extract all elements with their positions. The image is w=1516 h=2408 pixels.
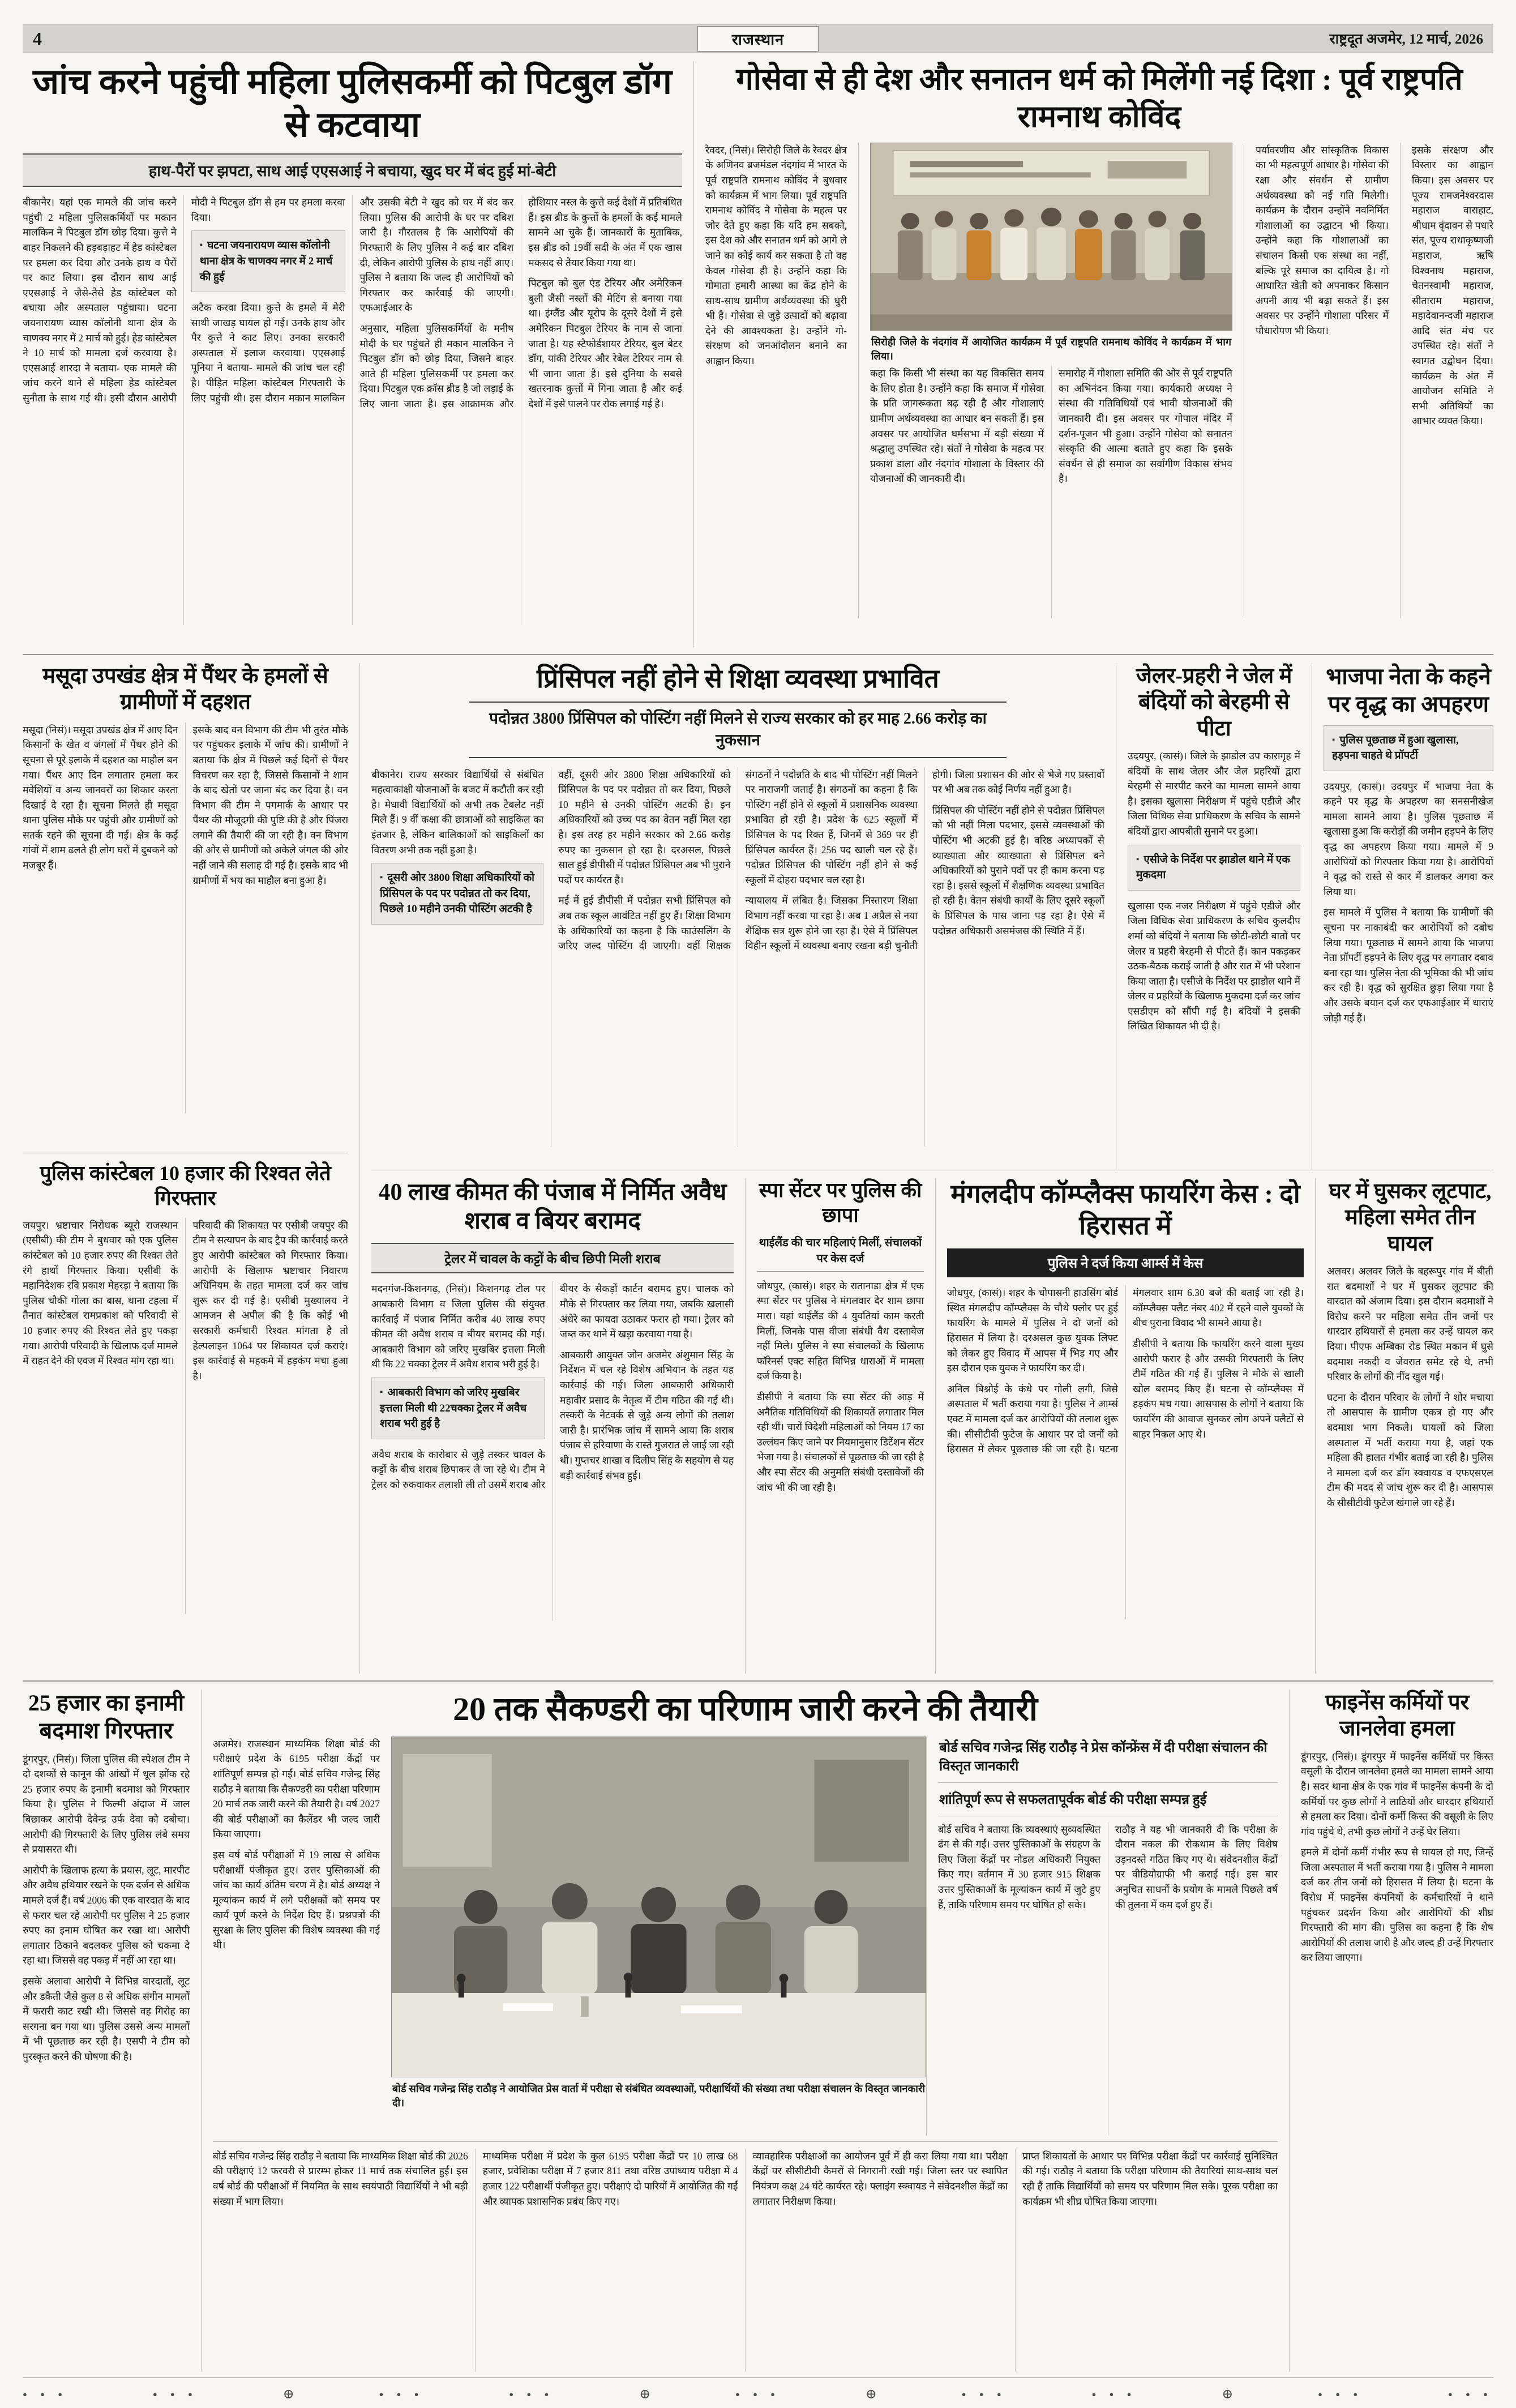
bottom-row bbox=[23, 1690, 1493, 2372]
article-headline: प्रिंसिपल नहीं होने से शिक्षा व्यवस्था प्रभावित bbox=[537, 664, 939, 693]
article-paragraph: डीसीपी ने बताया कि स्पा सेंटर की आड़ में अनैतिक गतिविधियों की शिकायतें लगातार मिल रही थीं। चारों विदेशी महिलाओं को नियम 17 का उल्लंघन किए जाने पर नियमानुसार डिटेंशन सेंटर भेजा गया है। संचालकों से पूछताछ की जा रही है और स्पा सेंटर की अनुमति संबंधी दस्तावेजों की जांच भी की जा रही है। bbox=[757, 1391, 924, 1493]
article-paragraph: खुलासा एक नजर निरीक्षण में पहुंचे एडीजे और जिला विधिक सेवा प्राधिकरण के सचिव कुलदीप शर्मा को बंदियों ने बताया कि छोटी-छोटी बातों पर जेलर व प्रहरी बेरहमी से पीटते हैं। कान पकड़कर उठक-बैठक कराई जाती है और रात में भी परेशान किया जाता है। एसीजे के निर्देश पर झाडोल थाने में जेलर व प्रहरियों के खिलाफ मुकदमा दर्ज कर जांच एसडीएम को सौंपी गई है। बंदियों ने इसकी लिखित शिकायत भी दी है। bbox=[1128, 900, 1300, 1032]
article-body bbox=[23, 195, 682, 625]
square-bullet-icon: ▪ bbox=[199, 241, 203, 250]
middle-section bbox=[23, 663, 1493, 1682]
article-subcolumns bbox=[938, 1822, 1278, 2136]
article-kovind bbox=[693, 61, 1493, 647]
registration-dots: ● ● ● bbox=[23, 2389, 68, 2398]
article-paragraph: आबकारी आयुक्त जोन अजमेर अंशुमान सिंह के निर्देशन में चल रहे विशेष अभियान के तहत यह कार्रवाई की गई। जिला आबकारी अधिकारी महावीर प्रसाद के नेतृत्व में टीम गठित की गई थी। तस्करी के नेटवर्क से जुड़े अन्य लोगों की तलाश जारी है। प्रारंभिक जांच में सामने आया कि शराब पंजाब से हरियाणा के रास्ते गुजरात ले जाई जा रही थी। गुप्तचर शाखा व दिलीप सिंह के सहयोग से यह बड़ी कार्रवाई संभव हुई। bbox=[560, 1349, 734, 1481]
article-headline: 25 हजार का इनामी बदमाश गिरफ्तार bbox=[28, 1690, 185, 1743]
board-top bbox=[213, 1737, 1278, 2136]
registration-mark-icon: ⊕ bbox=[1222, 2387, 1234, 2402]
bullet-text: पुलिस पूछताछ में हुआ खुलासा, हड़पना चाहते थे प्रॉपर्टी bbox=[1332, 734, 1459, 762]
photo-column bbox=[858, 143, 1244, 618]
registration-dots: ● ● ● bbox=[509, 2389, 555, 2398]
article-board-result bbox=[201, 1690, 1289, 2372]
board-bottom-columns bbox=[213, 2141, 1278, 2372]
middle-right bbox=[360, 663, 1493, 1674]
article-paragraph: हमले में दोनों कर्मी गंभीर रूप से घायल हो गए, जिन्हें जिला अस्पताल में भर्ती कराया गया है। पुलिस ने मामला दर्ज कर तीन जनों को हिरासत में लिया है। घटना के विरोध में फाइनेंस कंपनियों के कर्मचारियों ने थाने पहुंचकर प्रदर्शन किया और आरोपियों की शीघ्र गिरफ्तारी की मांग की। पुलिस का कहना है कि शेष आरोपियों की तलाश जारी है और जल्द ही उन्हें गिरफ्तार कर लिया जाएगा। bbox=[1301, 1846, 1493, 1964]
article-body bbox=[23, 1218, 348, 1614]
article-paragraph: मदनगंज-किशनगढ़, (निसं)। किशनगढ़ टोल पर आबकारी विभाग व जिला पुलिस की संयुक्त कार्रवाई में पंजाब निर्मित करीब 40 लाख रुपए कीमत की अवैध शराब व बीयर बरामद की गई। आबकारी विभाग को जरिए मुखबिर इत्तला मिली थी कि 22 चक्का ट्रेलर में अवैध शराब भरी हुई है। bbox=[371, 1283, 545, 1370]
article-paragraph: घटना के दौरान परिवार के लोगों ने शोर मचाया तो आसपास के ग्रामीण एकत्र हो गए और बदमाश भाग निकले। घायलों को जिला अस्पताल में भर्ती कराया गया है, जहां एक महिला की हालत गंभीर बताई जा रही है। पुलिस ने मामला दर्ज कर डॉग स्क्वायड व एफएसएल टीम की मदद से जांच शुरू कर दी है। आसपास के सीसीटीवी फुटेज खंगाले जा रहे हैं। bbox=[1327, 1391, 1493, 1508]
article-body bbox=[371, 1281, 734, 1621]
article-paragraph: मई में हुई डीपीसी में पदोन्नत सभी प्रिंसिपल को अब तक स्कूल आवंटित नहीं हुए हैं। शिक्षा विभाग के अधिकारियों का कहना है कि काउंसलिंग के जरिए जल्द पोस्टिंग दी जाएगी। वहीं शिक्षक संगठनों ने पदोन्नति के बाद भी पोस्टिंग नहीं मिलने पर नाराजगी जताई है। संगठनों का कहना है कि पोस्टिंग नहीं होने से स्कूलों में प्रशासनिक व्यवस्था प्रभावित हो रही है। प्रदेश के 625 स्कूलों में प्रिंसिपल के पद रिक्त हैं, जिनमें से 369 पर ही प्रिंसिपल कार्यरत हैं। 256 पद खाली चल रहे हैं। पदोन्नत प्रिंसिपल की पोस्टिंग नहीं होने से कई स्कूलों में दोहरा पदभार चल रहा है। bbox=[558, 768, 918, 952]
article-paragraph: डूंगरपुर, (निसं)। डूंगरपुर में फाइनेंस कर्मियों पर किस्त वसूली के दौरान जानलेवा हमले का मामला सामने आया है। सदर थाना क्षेत्र के एक गांव में फाइनेंस कंपनी के दो कर्मियों पर कुछ लोगों ने लाठियों और धारदार हथियारों से हमला कर दिया। दोनों कर्मी किस्त की वसूली के लिए गांव पहुंचे थे, तभी कुछ लोगों ने उन्हें घेर लिया। bbox=[1301, 1750, 1493, 1837]
article-headline: मसूदा उपखंड क्षेत्र में पैंथर के हमलों से ग्रामीणों में दहशत bbox=[42, 664, 328, 715]
article-headline: गोसेवा से ही देश और सनातन धर्म को मिलेंगी नई दिशा : पूर्व राष्ट्रपति रामनाथ कोविंद bbox=[736, 62, 1463, 134]
inset-box bbox=[191, 230, 345, 292]
article-subhead: पदोन्नत 3800 प्रिंसिपल को पोस्टिंग नहीं मिलने से राज्य सरकार को हर माह 2.66 करोड़ का नुकसान bbox=[469, 702, 1006, 758]
article-body bbox=[947, 1285, 1304, 1619]
article-subhead: थाईलैंड की चार महिलाएं मिलीं, संचालकों पर केस दर्ज bbox=[757, 1235, 924, 1272]
photo-caption: बोर्ड सचिव गजेन्द्र सिंह राठौड़ ने आयोजित प्रेस वार्ता में परीक्षा से संबंधित व्यवस्थाओं, परीक्षार्थियों की संख्या तथा परीक्षा संचालन के विस्तृत जानकारी दी। bbox=[392, 2082, 925, 2108]
registration-mark-icon: ⊕ bbox=[865, 2387, 877, 2402]
article-paragraph: रेवदर, (निसं)। सिरोही जिले के रेवदर क्षेत्र के अणिनव ब्रजमंडल नंदगांव में भारत के पूर्व राष्ट्रपति रामनाथ कोविंद ने बुधवार को कार्यक्रम में भाग लिया। पूर्व राष्ट्रपति रामनाथ कोविंद ने गोसेवा के महत्व पर जोर देते हुए कहा कि यदि हम सबको, इस देश को और सनातन धर्म को आगे ले जाने का कोई कार्य कर सकता है तो वह केवल गोसेवा ही है। उन्होंने कहा कि गोमाता हमारी आस्था का केंद्र होने के साथ-साथ ग्रामीण अर्थव्यवस्था की धुरी भी है। गोसेवा से जुड़े उत्पादों को बढ़ावा देने की आवश्यकता है। उन्होंने गो-संरक्षण को जनआंदोलन बनाने का आह्वान किया। bbox=[705, 144, 847, 367]
article-paragraph: पिटबुल को बुल एंड टेरियर और अमेरिकन बुली जैसी नस्लों की मेटिंग से बनाया गया था। इंग्लैंड और यूरोप के दूसरे देशों में इसे अमेरिकन पिटबुल टेरियर के नाम से जाना जाता है। यह स्टैफोर्डशायर टेरियर, बुल बेटर डॉग, यांकी टेरियर और रेबेल टेरियर नाम से भी जाना जाता है। इसे दुनिया के सबसे खतरनाक कुत्तों में गिना जाता है और कई देशों में इसे पालने पर रोक लगाई गई है। bbox=[528, 277, 682, 409]
event-photo bbox=[870, 143, 1232, 331]
article-paragraph: समारोह में गोशाला समिति की ओर से पूर्व राष्ट्रपति का अभिनंदन किया गया। कार्यकारी अध्यक्ष ने संस्था की गतिविधियों एवं भावी योजनाओं की जानकारी दी। इस अवसर पर गोपाल मंदिर में दर्शन-पूजन भी हुआ। उन्होंने गोसेवा को सनातन संस्कृति की आत्मा बताते हुए कहा कि इसके संवर्धन से ही समाज का सर्वांगीण विकास संभव है। bbox=[1059, 367, 1232, 485]
article-paragraph: न्यायालय में लंबित है। जिसका निस्तारण शिक्षा विभाग नहीं करवा पा रहा है। अब 1 अप्रैल से नया शैक्षिक सत्र शुरू होने जा रहा है। ऐसे में प्रिंसिपल विहीन स्कूलों में व्यवस्था बनाए रखना बड़ी चुनौती होगी। जिला प्रशासन की ओर से भेजे गए प्रस्तावों पर भी अब तक कोई निर्णय नहीं हुआ है। bbox=[745, 768, 1104, 952]
article-paragraph: अलवर। अलवर जिले के बहरूपुर गांव में बीती रात बदमाशों ने घर में घुसकर लूटपाट की वारदात को अंजाम दिया। इस दौरान बदमाशों ने विरोध करने पर महिला समेत तीन जनों पर धारदार हथियारों से हमला कर उन्हें घायल कर दिया। पीएफ अम्बिका रोड स्थित मकान में घुसे बदमाश नकदी व जेवरात समेट रहे थे, तभी परिवार के लोगों की नींद खुल गई। bbox=[1327, 1265, 1493, 1383]
article-headline: मंगलदीप कॉम्प्लैक्स फायरिंग केस : दो हिरासत में bbox=[950, 1179, 1300, 1241]
article-body bbox=[705, 143, 1493, 618]
article-paragraph: इसके संरक्षण और विस्तार का आह्वान किया। इस अवसर पर पूज्य रामजनेश्वरदास महाराज वाराहाट, श्रीधाम वृंदावन से पधारे संत, पूज्य राधाकृष्णजी महाराज, ऋषि विश्वनाथ महाराज, चेतनस्वामी महाराज, सीताराम महाराज, महादेवानन्दजी महाराज आदि संत मंच पर उपस्थित रहे। संतों ने स्वागत उद्बोधन दिया। कार्यक्रम के अंत में आयोजन समिति ने सभी अतिथियों का आभार व्यक्त किया। bbox=[1412, 144, 1493, 427]
board-right bbox=[926, 1737, 1278, 2136]
article-subhead: पुलिस ने दर्ज किया आर्म्स में केस bbox=[947, 1248, 1304, 1277]
inset-text: घटना जयनारायण व्यास कॉलोनी थाना क्षेत्र के चाणक्य नगर में 2 मार्च की हुई bbox=[199, 239, 333, 283]
article-paragraph: अवैध शराब के कारोबार से जुड़े तस्कर चावल के कट्टों के बीच शराब छिपाकर ले जा रहे थे। टीम ने ट्रेलर को रुकवाकर तलाशी ली तो उसमें शराब और बीयर के सैकड़ों कार्टन बरामद हुए। चालक को मौके से गिरफ्तार कर लिया गया, जबकि खलासी अंधेरे का फायदा उठाकर फरार हो गया। ट्रेलर को जब्त कर थाने में खड़ा करवाया गया है। bbox=[371, 1283, 734, 1490]
article-paragraph: बोर्ड सचिव गजेन्द्र सिंह राठौड़ ने बताया कि माध्यमिक शिक्षा बोर्ड की 2026 की परीक्षाएं 12 फरवरी से प्रारम्भ होकर 11 मार्च तक संचालित हुईं। इस वर्ष बोर्ड की परीक्षाओं में नियमित के साथ स्वयंपाठी विद्यार्थियों ने भी बड़ी संख्या में भाग लिया। bbox=[213, 2150, 468, 2207]
highlight-block: बोर्ड सचिव गजेन्द्र सिंह राठौड़ ने प्रेस कॉन्फ्रेंस में दी परीक्षा संचालन की विस्तृत जानकारी bbox=[938, 1737, 1278, 1783]
article-finance bbox=[1289, 1690, 1493, 2372]
article-paragraph: बीकानेर। राज्य सरकार विद्यार्थियों से संबंधित महत्वाकांक्षी योजनाओं के बजट में कटौती कर रही है। मेधावी विद्यार्थियों को अभी तक टैबलेट नहीं मिले हैं। 9 वीं कक्षा की छात्राओं को साइकिल का इंतजार है, लेकिन बालिकाओं को साइकिलों का वितरण अभी तक नहीं हुआ है। bbox=[371, 768, 544, 856]
registration-dots: ● ● ● bbox=[735, 2389, 781, 2398]
article-paragraph: जोधपुर, (कासं)। शहर के चौपासनी हाउसिंग बोर्ड स्थित मंगलदीप कॉम्प्लैक्स के चौथे फ्लोर पर हुई फायरिंग के मामले में पुलिस ने दो जनों को हिरासत में लिया है। दरअसल कुछ युवक लिफ्ट को लेकर हुए विवाद में आपस में भिड़ गए और इस दौरान एक युवक ने फायरिंग कर दी। bbox=[947, 1287, 1118, 1374]
article-paragraph: परिवादी की शिकायत पर एसीबी जयपुर की टीम ने सत्यापन के बाद ट्रैप की कार्रवाई करते हुए आरोपी कांस्टेबल को गिरफ्तार किया। आरोपी के खिलाफ भ्रष्टाचार निवारण अधिनियम के तहत मामला दर्ज कर जांच शुरू कर दी गई है। एसीबी मुख्यालय ने आमजन से अपील की है कि कोई भी सरकारी कर्मचारी रिश्वत मांगता है तो हेल्पलाइन 1064 पर शिकायत दर्ज कराएं। इस कार्रवाई से महकमे में हड़कंप मचा हुआ है। bbox=[192, 1219, 348, 1382]
square-bullet-icon: ▪ bbox=[380, 873, 383, 883]
article-headline: स्पा सेंटर पर पुलिस की छापा bbox=[759, 1179, 922, 1226]
square-bullet-icon: ▪ bbox=[380, 1388, 383, 1397]
article-mangaldeep bbox=[935, 1178, 1315, 1674]
registration-dots: ● ● ● bbox=[961, 2389, 1007, 2398]
article-headline: भाजपा नेता के कहने पर वृद्ध का अपहरण bbox=[1326, 664, 1491, 717]
article-headline: जेलर-प्रहरी ने जेल में बंदियों को बेरहमी से पीटा bbox=[1136, 664, 1292, 741]
article-paragraph: प्रिंसिपल की पोस्टिंग नहीं होने से पदोन्नत प्रिंसिपल को भी नहीं मिला पदभार, इससे व्यवस्थाओं की पोस्टिंग भी अटकी हुई है। वरिष्ठ अध्यापकों से व्याख्याता और व्याख्याता से प्रिंसिपल बने अधिकारियों को पुराने पदों पर ही काम करना पड़ रहा है। इससे स्कूलों में शैक्षणिक व्यवस्था प्रभावित हो रही है। वेतन संबंधी कार्यों के लिए दूसरे स्कूलों के प्रिंसिपल के पास जाना पड़ रहा है। ऐसे में पदोन्नत अधिकारी असमंजस की स्थिति में हैं। bbox=[932, 804, 1104, 936]
registration-mark-icon: ⊕ bbox=[282, 2387, 294, 2402]
article-paragraph: अटैक करवा दिया। कुत्ते के हमले में मेरी साथी जाखड़ घायल हो गई। उनके हाथ और पैर कुत्ते ने काट लिए। उनका सरकारी अस्पताल में इलाज करवाया। एएसआई पूनिया ने बताया- मामले की जांच चल रही है। पीड़ित महिला कांस्टेबल गिरफ्तारी के लिए पहुंची थी। इस दौरान मकान मालकिन और उसकी बेटी ने खुद को घर में बंद कर लिया। पुलिस की आरोपी के घर पर दबिश जारी है। गौरतलब है कि आरोपियों की गिरफ्तारी के लिए पुलिस ने कई बार दबिश दी, लेकिन आरोपी पुलिस के हाथ नहीं आए। पुलिस ने बताया कि जल्द ही आरोपियों को गिरफ्तार कर कार्रवाई की जाएगी। एफआईआर के bbox=[191, 196, 514, 404]
article-paragraph: मसूदा (निसं)। मसूदा उपखंड क्षेत्र में आए दिन किसानों के खेत व जंगलों में पैंथर होने की सूचना से पूरे इलाके में दहशत का माहौल बन गया। पैंथर आए दिन लगातार हमला कर मवेशियों व अन्य जानवरों का शिकार करता दिखाई दे रहा है। सूचना मिलते ही मसूदा थाना पुलिस मौके पर पहुंची और ग्रामीणों को सतर्क रहने की सूचना दी गई। क्षेत्र के कई गांवों में शाम ढलते ही लोग घरों में दुबकने को मजबूर हैं। bbox=[23, 724, 178, 871]
photo-column bbox=[391, 1737, 926, 2136]
page-header bbox=[23, 24, 1493, 53]
article-headline: फाइनेंस कर्मियों पर जानलेवा हमला bbox=[1325, 1691, 1470, 1741]
article-bjp bbox=[1312, 663, 1493, 1170]
registration-dots: ● ● ● bbox=[1448, 2389, 1493, 2398]
article-paragraph: राठौड़ ने यह भी जानकारी दी कि परीक्षा के दौरान नकल की रोकथाम के लिए विशेष उड़नदस्ते गठित किए गए थे। संवेदनशील केंद्रों पर वीडियोग्राफी भी कराई गई। इस बार अनुचित साधनों के प्रयोग के मामले पिछले वर्ष की तुलना में कम दर्ज हुए हैं। bbox=[1115, 1823, 1278, 1910]
bullet-box bbox=[1324, 725, 1493, 771]
article-column bbox=[705, 143, 858, 618]
inset-text: आबकारी विभाग को जरिए मुखबिर इत्तला मिली थी 22चक्का ट्रेलर में अवैध शराब भरी हुई है bbox=[380, 1387, 527, 1430]
article-subhead: हाथ-पैरों पर झपटा, साथ आई एएसआई ने बचाया, खुद घर में बंद हुई मां-बेटी bbox=[23, 153, 682, 187]
article-paragraph: अजमेर। राजस्थान माध्यमिक शिक्षा बोर्ड की परीक्षाएं प्रदेश के 6195 परीक्षा केंद्रों पर शांतिपूर्ण सम्पन्न हो गईं। बोर्ड सचिव गजेन्द्र सिंह राठौड़ ने बताया कि सैकण्डरी का परीक्षा परिणाम 20 मार्च तक जारी करने की तैयारी है। वर्ष 2027 की बोर्ड परीक्षाओं का कैलेंडर भी जल्द जारी किया जाएगा। bbox=[213, 1738, 380, 1840]
article-headline: 40 लाख कीमत की पंजाब में निर्मित अवैध शराब व बियर बरामद bbox=[378, 1179, 727, 1235]
article-jailer bbox=[1116, 663, 1312, 1170]
page-number: 4 bbox=[33, 28, 42, 49]
article-paragraph: पर्यावरणीय और सांस्कृतिक विकास का भी महत्वपूर्ण आधार है। गोसेवा की रक्षा और संवर्धन से ग्रामीण अर्थव्यवस्था को नई गति मिलेगी। कार्यक्रम के दौरान उन्होंने नवनिर्मित गोशालाओं का उद्घाटन भी किया। उन्होंने कहा कि गोशालाओं का संचालन किसी एक संस्था का नहीं, बल्कि पूरे समाज का दायित्व है। गो आधारित खेती को अपनाकर किसान अपनी आय भी बढ़ा सकते हैं। इस अवसर पर उन्होंने गोशाला परिसर में पौधारोपण भी किया। bbox=[1256, 144, 1389, 336]
square-bullet-icon: ▪ bbox=[1332, 735, 1335, 745]
article-pitbull bbox=[23, 61, 693, 647]
registration-dots: ● ● ● bbox=[379, 2389, 425, 2398]
article-headline: जांच करने पहुंची महिला पुलिसकर्मी को पिटबुल डॉग से कटवाया bbox=[33, 63, 672, 144]
article-paragraph: माध्यमिक परीक्षा में प्रदेश के कुल 6195 परीक्षा केंद्रों पर 10 लाख 68 हजार, प्रवेशिका परीक्षा में 7 हजार 811 तथा वरिष्ठ उपाध्याय परीक्षा में 4 हजार 122 परीक्षार्थी पंजीकृत हुए। परीक्षाएं दो पारियों में आयोजित की गईं और व्यापक प्रशासनिक प्रबंध किए गए। bbox=[482, 2150, 738, 2207]
article-body bbox=[23, 722, 348, 1113]
article-body bbox=[371, 767, 1104, 1147]
article-subcolumns bbox=[870, 366, 1232, 618]
article-paragraph: कहा कि किसी भी संस्था का यह विकसित समय के लिए होता है। उन्होंने कहा कि समाज में गोसेवा के प्रति जागरूकता बढ़ रही है और गोशालाएं ग्रामीण अर्थव्यवस्था का आधार बन सकती हैं। इस अवसर पर आयोजित धर्मसभा में बड़ी संख्या में श्रद्धालु उपस्थित रहे। संतों ने गोसेवा के महत्व पर प्रकाश डाला और नंदगांव गोशाला के विस्तार की योजनाओं की जानकारी दी। bbox=[870, 367, 1044, 485]
article-paragraph: वहीं, दूसरी ओर 3800 शिक्षा अधिकारियों को प्रिंसिपल के पद पर पदोन्नत तो कर दिया, पिछले 10 महीने से उनकी पोस्टिंग अटकी है। इन अधिकारियों को उच्च पद का वेतन नहीं मिल रहा है। इस तरह हर महीने सरकार को 2.66 करोड़ रुपए का नुकसान हो रहा है। दरअसल, पिछले साल हुई डीपीसी में पदोन्नत प्रिंसिपल अब भी पुराने पदों पर कार्यरत हैं। bbox=[558, 768, 731, 886]
article-paragraph: उदयपुर, (कासं)। जिले के झाडोल उप कारागृह में बंदियों के साथ जेलर और जेल प्रहरियों द्वारा बेरहमी से मारपीट करने का मामला सामने आया है। इसका खुलासा निरीक्षण में पहुंचे एडीजे और जिला विधिक सेवा प्राधिकरण के सचिव के सामने बंदियों द्वारा आपबीती सुनाने पर हुआ। bbox=[1128, 750, 1300, 837]
masthead-dateline: राष्ट्रदूत अजमेर, 12 मार्च, 2026 bbox=[1329, 32, 1483, 47]
article-paragraph: बीकानेर। यहां एक मामले की जांच करने पहुंची 2 महिला पुलिसकर्मियों पर मकान मालकिन ने पिटबुल डॉग छोड़ दिया। कुत्ते ने बाहर निकलने की हड़बड़ाहट में हेड कांस्टेबल पर हमला कर दिया और उनके हाथ व पैरों पर काट लिया। इस दौरान साथ आई एएसआई ने जैसे-तैसे हेड कांस्टेबल को बचाया और अस्पताल पहुंचाया। घटना जयनारायण व्यास कॉलोनी थाना क्षेत्र के चाणक्य नगर में 2 मार्च को हुई। हेड कांस्टेबल ने 10 मार्च को मामला दर्ज करवाया है। एएसआई शारदा ने बताया- एक मामले की जांच करने थाने से महिला हेड कांस्टेबल सुनीता के साथ गई थी। इसी दौरान आरोपी मोदी ने पिटबुल डॉग से हम पर हमला करवा दिया। bbox=[23, 196, 345, 404]
article-paragraph: आरोपी के खिलाफ हत्या के प्रयास, लूट, मारपीट और अवैध हथियार रखने के एक दर्जन से अधिक मामले दर्ज हैं। वर्ष 2006 की एक वारदात के बाद से फरार चल रहे आरोपी पर पुलिस ने 25 हजार रुपए का इनाम घोषित कर रखा था। आरोपी लगातार ठिकाने बदलकर पुलिस को चकमा दे रहा था। जिससे वह पकड़ में नहीं आ रहा था। bbox=[23, 1864, 190, 1966]
highlight-block: शांतिपूर्ण रूप से सफलतापूर्वक बोर्ड की परीक्षा सम्पन्न हुई bbox=[938, 1789, 1278, 1816]
registration-dots: ● ● ● bbox=[1091, 2389, 1137, 2398]
article-paragraph: डूंगरपुर, (निसं)। जिला पुलिस की स्पेशल टीम ने दो दशकों से कानून की आंखों में धूल झोंक रहे 25 हजार रुपए के इनामी बदमाश को गिरफ्तार किया है। पुलिस ने फिल्मी अंदाज में जाल बिछाकर आरोपी देवेन्द्र उर्फ देवा को दबोचा। आरोपी की गिरफ्तारी के लिए पुलिस लंबे समय से प्रयासरत थी। bbox=[23, 1753, 190, 1855]
article-headline: घर में घुसकर लूटपाट, महिला समेत तीन घायल bbox=[1329, 1179, 1492, 1256]
article-badmash bbox=[23, 1690, 201, 2372]
article-subhead: ट्रेलर में चावल के कट्टों के बीच छिपी मिली शराब bbox=[371, 1243, 734, 1273]
article-paragraph: जयपुर। भ्रष्टाचार निरोधक ब्यूरो राजस्थान (एसीबी) की टीम ने बुधवार को एक पुलिस कांस्टेबल को 10 हजार रुपए की रिश्वत लेते रंगे हाथों गिरफ्तार किया। एसीबी के महानिदेशक रवि प्रकाश मेहरड़ा ने बताया कि पुलिस चौकी गोला का बास, थाना टहला में तैनात कांस्टेबल रामप्रकाश को परिवादी से 10 हजार रुपए की रिश्वत लेते हुए पकड़ा गया। आरोपी परिवादी के खिलाफ दर्ज मामले में राहत देने की एवज में रिश्वत मांग रहा था। bbox=[23, 1219, 178, 1367]
article-paragraph: अनुसार, महिला पुलिसकर्मियों के मनीष मोदी के घर पहुंचते ही मकान मालकिन ने पिटबुल डॉग को छोड़ दिया, जिसने बाहर आते ही महिला पुलिसकर्मी पर हमला कर दिया। पिटबुल एक क्रॉस ब्रीड है जो लड़ाई के लिए जाना जाता है। इस आक्रामक और होशियार नस्ल के कुत्ते कई देशों में प्रतिबंधित हैं। इस ब्रीड के कुत्तों के हमलों के कई मामले सामने आ चुके हैं। जानकारों के मुताबिक, इस ब्रीड को 19वीं सदी के अंत में एक खास मकसद से तैयार किया गया था। bbox=[359, 196, 682, 409]
print-registration-strip bbox=[23, 2377, 1493, 2402]
inset-box bbox=[371, 863, 543, 925]
top-row bbox=[23, 61, 1493, 655]
photo-caption: सिरोही जिले के नंदगांव में आयोजित कार्यक्रम में पूर्व राष्ट्रपति रामनाथ कोविंद ने कार्यक्रम में भाग लिया। bbox=[871, 336, 1231, 362]
article-bribe bbox=[23, 1161, 348, 1674]
left-column bbox=[23, 663, 360, 1674]
inset-text: एसीजे के निर्देश पर झाडोल थाने में एक मुकदमा bbox=[1136, 853, 1290, 882]
article-paragraph: इस मामले में पुलिस ने बताया कि ग्रामीणों की सूचना पर नाकाबंदी कर आरोपियों को दबोच लिया गया। पूछताछ में सामने आया कि भाजपा नेता प्रॉपर्टी हड़पने के लिए वृद्ध पर लगातार दबाव बना रहा था। पुलिस नेता की भूमिका की भी जांच कर रही है। वृद्ध को सुरक्षित छुड़ा लिया गया है और उसके बयान दर्ज कर एफआईआर में धाराएं जोड़ी गई हैं। bbox=[1324, 906, 1493, 1024]
article-headline: पुलिस कांस्टेबल 10 हजार की रिश्वत लेते गिरफ्तार bbox=[40, 1162, 331, 1209]
article-paragraph: बोर्ड सचिव ने बताया कि व्यवस्थाएं सुव्यवस्थित ढंग से की गईं। उत्तर पुस्तिकाओं के संग्रहण के लिए जिला केंद्रों पर नोडल अधिकारी नियुक्त किए गए। वर्तमान में 30 हजार 915 शिक्षक उत्तर पुस्तिकाओं के मूल्यांकन कार्य में जुटे हुए हैं, ताकि परिणाम समय पर घोषित हो सके। bbox=[938, 1823, 1100, 1910]
middle-row-a bbox=[371, 663, 1493, 1170]
article-panther bbox=[23, 663, 348, 1153]
article-loot bbox=[1315, 1178, 1493, 1674]
article-paragraph: इसके बाद वन विभाग की टीम भी तुरंत मौके पर पहुंचकर इलाके में जांच की। ग्रामीणों ने बताया कि क्षेत्र में पिछले कई दिनों से पैंथर विचरण कर रहा है, जिससे किसानों ने शाम के बाद खेतों पर जाना बंद कर दिया है। वन विभाग की टीम ने पगमार्क के आधार पर पैंथर की मौजूदगी की पुष्टि की है और पिंजरा लगाने की तैयारी की जा रही है। वन विभाग की ओर से ग्रामीणों को अकेले जंगल की ओर नहीं जाने की सलाह दी गई है। इसके बाद भी ग्रामीणों में भय का माहौल बना हुआ है। bbox=[192, 724, 348, 886]
article-paragraph: प्राप्त शिकायतों के आधार पर विभिन्न परीक्षा केंद्रों पर कार्रवाई सुनिश्चित की गई। राठौड़ ने बताया कि परीक्षा परिणाम की तैयारियां साथ-साथ चल रही हैं ताकि विद्यार्थियों को समय पर परिणाम मिल सके। पूरक परीक्षा का कार्यक्रम भी शीघ्र घोषित किया जाएगा। bbox=[1022, 2150, 1278, 2207]
inset-box bbox=[1128, 845, 1300, 891]
registration-mark-icon: ⊕ bbox=[639, 2387, 651, 2402]
inset-text: दूसरी ओर 3800 शिक्षा अधिकारियों को प्रिंसिपल के पद पर पदोन्नत तो कर दिया, पिछले 10 महीने उनकी पोस्टिंग अटकी है bbox=[380, 872, 535, 916]
square-bullet-icon: ▪ bbox=[1136, 854, 1140, 864]
inset-box bbox=[371, 1378, 545, 1439]
article-paragraph: अनिल बिश्नोई के कंधे पर गोली लगी, जिसे अस्पताल में भर्ती कराया गया है। पुलिस ने आर्म्स एक्ट में मामला दर्ज कर आरोपियों की तलाश शुरू की। सीसीटीवी फुटेज के आधार पर दो जनों को हिरासत में लेकर पूछताछ की जा रही है। घटना मंगलवार शाम 6.30 बजे की बताई जा रही है। कॉम्प्लैक्स फ्लैट नंबर 402 में रहने वाले युवकों के बीच पुराना विवाद भी सामने आया है। bbox=[947, 1287, 1304, 1455]
article-column bbox=[1400, 143, 1493, 618]
article-spa bbox=[745, 1178, 935, 1674]
article-column bbox=[1244, 143, 1400, 618]
article-paragraph: व्यावहारिक परीक्षाओं का आयोजन पूर्व में ही करा लिया गया था। परीक्षा केंद्रों पर सीसीटीवी कैमरों से निगरानी रखी गई। जिला स्तर पर स्थापित नियंत्रण कक्ष 24 घंटे कार्यरत रहे। फ्लाइंग स्क्वायड ने संवेदनशील केंद्रों का लगातार निरीक्षण किया। bbox=[752, 2150, 1008, 2207]
article-paragraph: उदयपुर, (कासं)। उदयपुर में भाजपा नेता के कहने पर वृद्ध के अपहरण का सनसनीखेज मामला सामने आया है। पुलिस पूछताछ में खुलासा हुआ कि करोड़ों की जमीन हड़पने के लिए वृद्ध का अपहरण किया गया। मामले में 9 आरोपियों को गिरफ्तार किया गया है। आरोपियों ने वृद्ध को रास्ते से कार में डालकर अगवा कर लिया था। bbox=[1324, 780, 1493, 897]
article-liquor bbox=[371, 1178, 745, 1674]
article-paragraph: इसके अलावा आरोपी ने विभिन्न वारदातों, लूट और डकैती जैसे कुल 8 से अधिक संगीन मामलों में फरारी काट रखी थी। जिससे वह गिरोह का सरगना बन गया था। पुलिस उससे अन्य मामलों में भी पूछताछ कर रही है। एसपी ने टीम को पुरस्कृत करने की घोषणा की है। bbox=[23, 1975, 190, 2062]
middle-row-b bbox=[371, 1178, 1493, 1674]
registration-dots: ● ● ● bbox=[152, 2389, 198, 2398]
registration-dots: ● ● ● bbox=[1318, 2389, 1364, 2398]
article-paragraph: इस वर्ष बोर्ड परीक्षाओं में 19 लाख से अधिक परीक्षार्थी पंजीकृत हुए। उत्तर पुस्तिकाओं की जांच का कार्य अंतिम चरण में है। बोर्ड अध्यक्ष ने मूल्यांकन कार्य में लगे परीक्षकों को समय पर कार्य पूर्ण करने के निर्देश दिए हैं। प्रश्नपत्रों की सुरक्षा के लिए पुलिस की विशेष व्यवस्था की गई थी। bbox=[213, 1849, 380, 1951]
article-headline: 20 तक सैकण्डरी का परिणाम जारी करने की तैयारी bbox=[453, 1691, 1038, 1727]
article-paragraph: डीसीपी ने बताया कि फायरिंग करने वाला मुख्य आरोपी फरार है और उसकी गिरफ्तारी के लिए टीमें गठित की गई हैं। पुलिस ने मौके से खाली खोल बरामद किए हैं। घटना से कॉम्प्लैक्स में हड़कंप मच गया। आसपास के लोगों ने बताया कि फायरिंग की आवाज सुनकर लोग अपने फ्लैटों से बाहर निकल आए थे। bbox=[1133, 1338, 1304, 1440]
article-paragraph: जोधपुर, (कासं)। शहर के रातानाडा क्षेत्र में एक स्पा सेंटर पर पुलिस ने मंगलवार देर शाम छापा मारा। यहां थाईलैंड की 4 युवतियां काम करती मिलीं, जिनके पास वीजा संबंधी वैध दस्तावेज नहीं मिले। पुलिस ने स्पा संचालकों के खिलाफ फॉरेनर्स एक्ट सहित विभिन्न धाराओं में मामला दर्ज किया है। bbox=[757, 1280, 924, 1382]
article-principal bbox=[371, 663, 1116, 1170]
press-conference-photo bbox=[391, 1737, 926, 2077]
article-column bbox=[213, 1737, 391, 2136]
section-title: राजस्थान bbox=[697, 26, 819, 52]
